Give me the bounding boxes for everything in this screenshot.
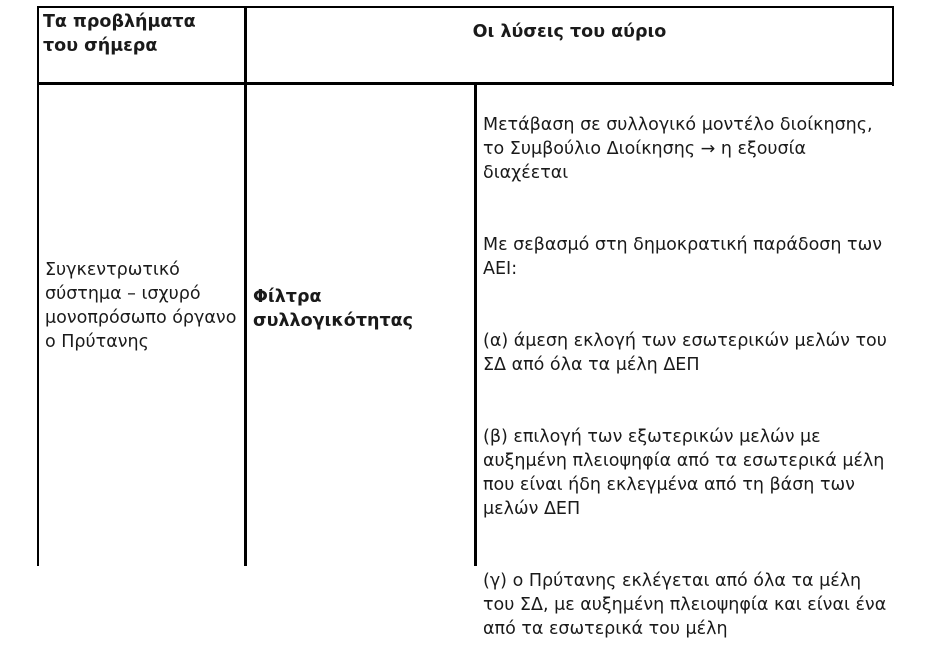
- solutions-cell: [483, 89, 893, 665]
- table-border-right: [892, 6, 894, 86]
- table-border-left: [37, 6, 39, 566]
- header-divider: [37, 82, 894, 85]
- comparison-table: [37, 6, 894, 639]
- header-problems: Τα προβλήματα του σήμερα: [43, 12, 196, 56]
- table-border-top: [37, 6, 894, 8]
- solution-paragraph: Με σεβασμό στη δημοκρατική παράδοση των ΑΕΙ:: [483, 235, 883, 279]
- header-solutions: Οι λύσεις του αύριο: [472, 22, 667, 42]
- solution-paragraph: (α) άμεση εκλογή των εσωτερικών μελών του ΣΔ από όλα τα μέλη ΔΕΠ: [483, 331, 887, 375]
- solution-paragraph: (γ) ο Πρύτανης εκλέγεται από όλα τα μέλη του ΣΔ, με αυξημένη πλειοψηφία και είναι ένα από τα εσωτερικά του μέλη: [483, 571, 887, 639]
- solution-paragraph: (β) επιλογή των εξωτερικών μελών με αυξημένη πλειοψηφία από τα εσωτερικά μέλη που είναι ήδη εκλεγμένα από τη βάση των μελών ΔΕΠ: [483, 427, 885, 519]
- solution-paragraph: Μετάβαση σε συλλογικό μοντέλο διοίκησης, το Συμβούλιο Διοίκησης → η εξουσία διαχέεται: [483, 115, 873, 183]
- filter-cell: Φίλτρα συλλογικότητας: [253, 287, 414, 331]
- column-divider-2: [474, 84, 477, 566]
- problem-cell: Συγκεντρωτικό σύστημα – ισχυρό μονοπρόσωπο όργανο ο Πρύτανης: [45, 260, 237, 352]
